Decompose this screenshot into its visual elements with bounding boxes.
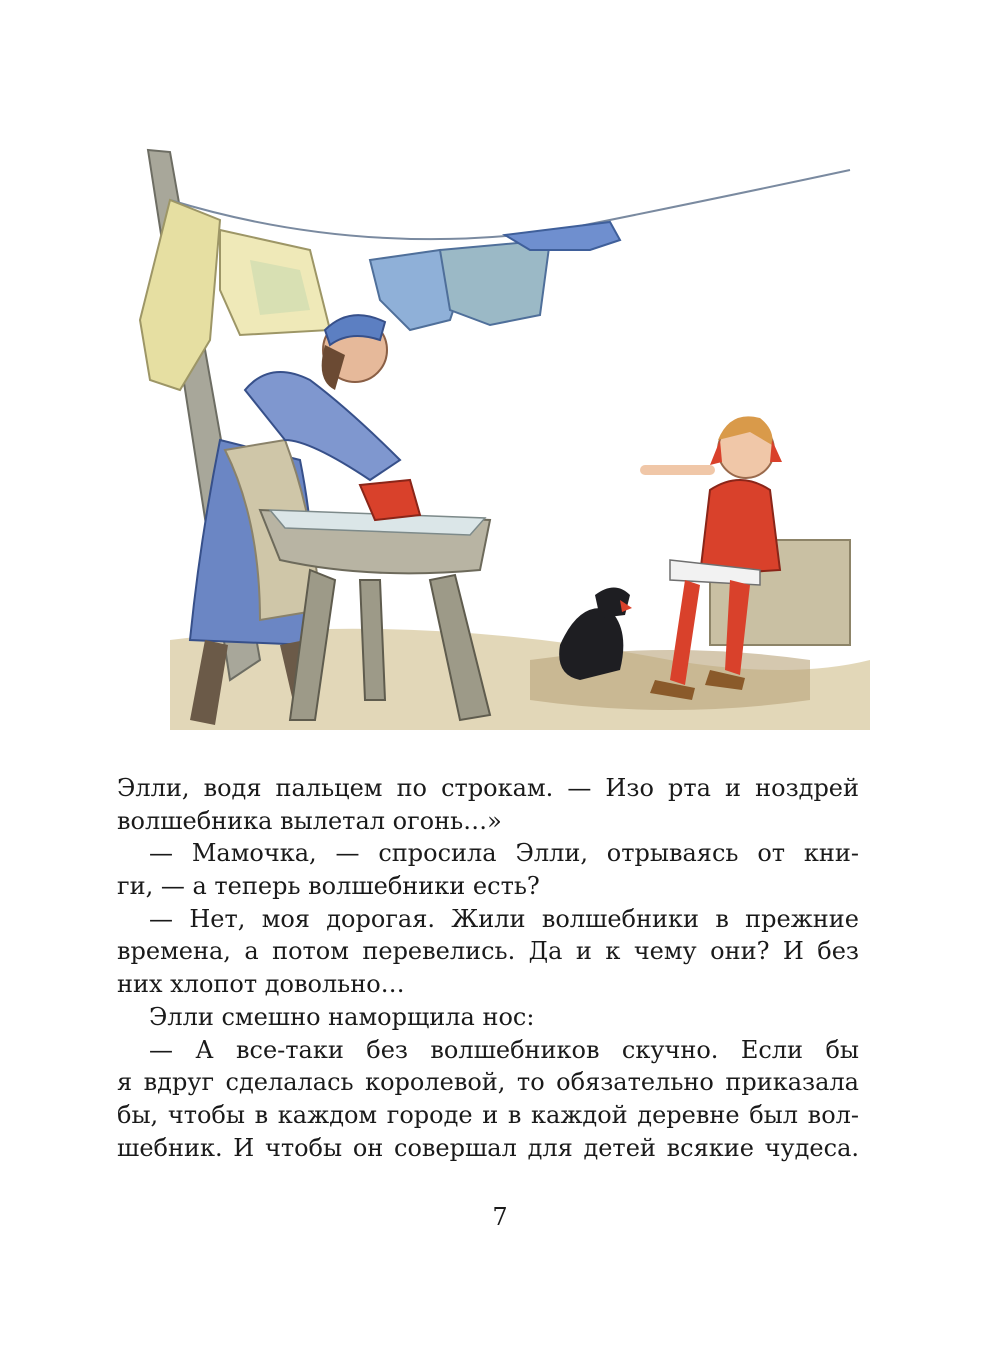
clothesline	[170, 170, 850, 239]
text-line: времена, а потом перевелись. Да и к чему они? И без	[117, 937, 859, 966]
text-line: Элли смешно наморщила нос:	[149, 1002, 535, 1031]
text-line: них хлопот довольно…	[117, 970, 405, 999]
body-text	[117, 772, 859, 1164]
text-line: волшебника вылетал огонь…»	[117, 806, 502, 835]
text-line: — Нет, моя дорогая. Жили волшебники в прежние	[149, 904, 859, 933]
text-line: — А все-таки без волшебников скучно. Если бы	[149, 1035, 859, 1064]
illustration	[110, 140, 880, 740]
text-line: Элли, водя пальцем по строкам. — Изо рта и ноздрей	[117, 774, 859, 802]
text-line: шебник. И чтобы он совершал для детей всякие чудеса.	[117, 1133, 859, 1162]
text-line: я вдруг сделалась королевой, то обязательно приказала	[117, 1068, 859, 1097]
text-line: — Мамочка, — спросила Элли, отрываясь от кни-	[149, 839, 859, 868]
text-line: бы, чтобы в каждом городе и в каждой деревне был вол-	[117, 1100, 859, 1129]
text-line: ги, — а теперь волшебники есть?	[117, 872, 540, 901]
page-number: 7	[492, 1203, 508, 1231]
